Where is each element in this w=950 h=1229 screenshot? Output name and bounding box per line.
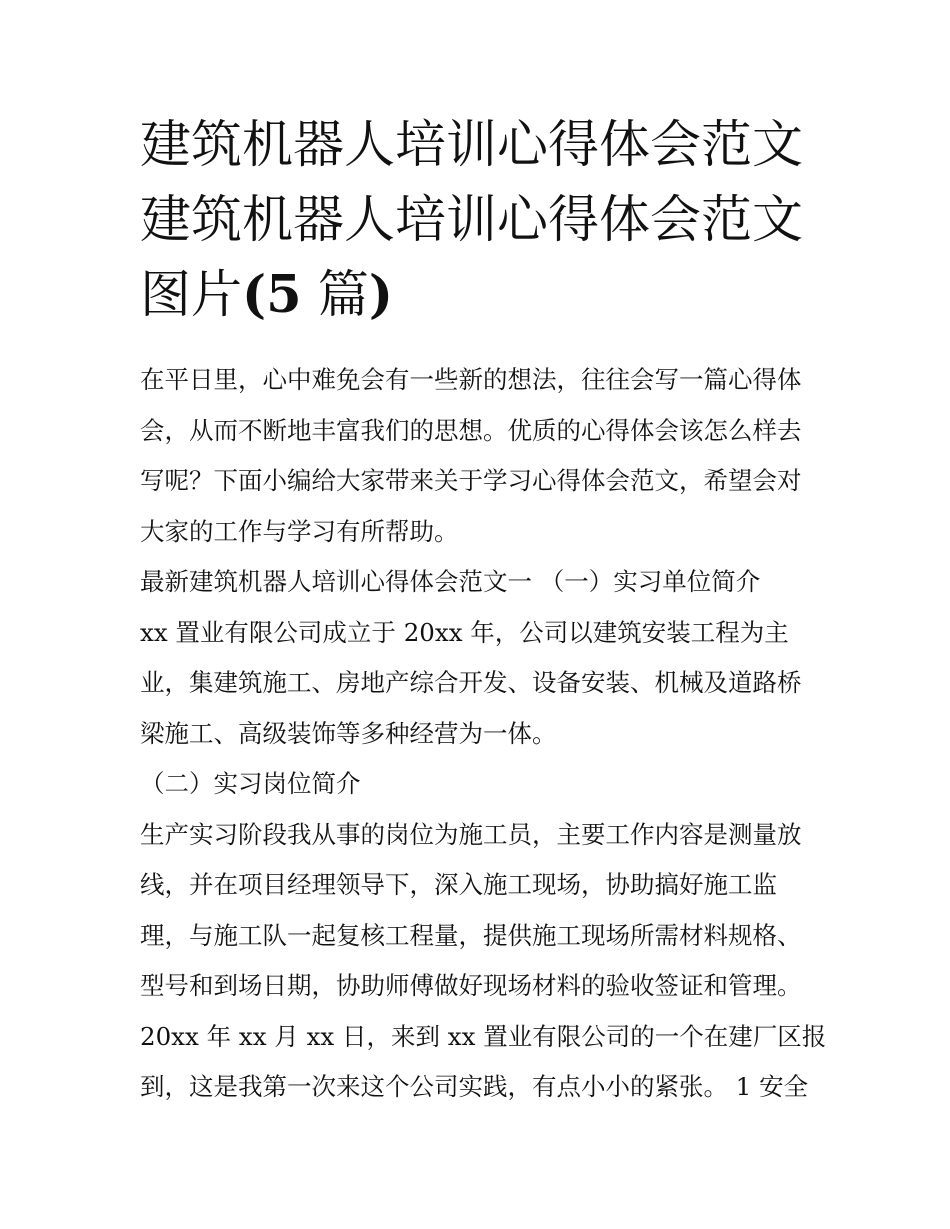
body-line: 会，从而不断地丰富我们的思想。优质的心得体会该怎么样去 <box>140 415 802 445</box>
section-heading-2: （二）实习岗位简介 <box>140 769 361 798</box>
body-line: 到，这是我第一次来这个公司实践，有点小小的紧张。 1 安全 <box>140 1072 809 1101</box>
body-line: 业，集建筑施工、房地产综合开发、设备安装、机械及道路桥 <box>140 668 802 697</box>
body-line: 写呢？下面小编给大家带来关于学习心得体会范文，希望会对 <box>140 466 802 495</box>
title-line-2: 建筑机器人培训心得体会范文 <box>140 191 804 250</box>
body-line: 线，并在项目经理领导下，深入施工现场，协助搞好施工监 <box>140 870 777 899</box>
body-line: 20xx 年 xx 月 xx 日，来到 xx 置业有限公司的一个在建厂区报 <box>140 1021 827 1051</box>
body-line: 理，与施工队一起复核工程量，提供施工现场所需材料规格、 <box>140 920 802 950</box>
section-heading-1: 最新建筑机器人培训心得体会范文一 （一）实习单位简介 <box>140 567 761 596</box>
body-line: 生产实习阶段我从事的岗位为施工员，主要工作内容是测量放 <box>140 819 802 849</box>
body-line: 梁施工、高级装饰等多种经营为一体。 <box>140 718 557 748</box>
document-body <box>140 355 827 1113</box>
document-title <box>140 108 816 333</box>
title-line-1: 建筑机器人培训心得体会范文 <box>140 116 804 175</box>
title-line-3: 图片(5 篇) <box>140 265 393 325</box>
body-line: xx 置业有限公司成立于 20xx 年，公司以建筑安装工程为主 <box>140 617 789 647</box>
body-line: 型号和到场日期，协助师傅做好现场材料的验收签证和管理。 <box>140 971 802 1000</box>
body-line: 大家的工作与学习有所帮助。 <box>140 516 459 546</box>
body-line: 在平日里，心中难免会有一些新的想法，往往会写一篇心得体 <box>140 365 802 394</box>
